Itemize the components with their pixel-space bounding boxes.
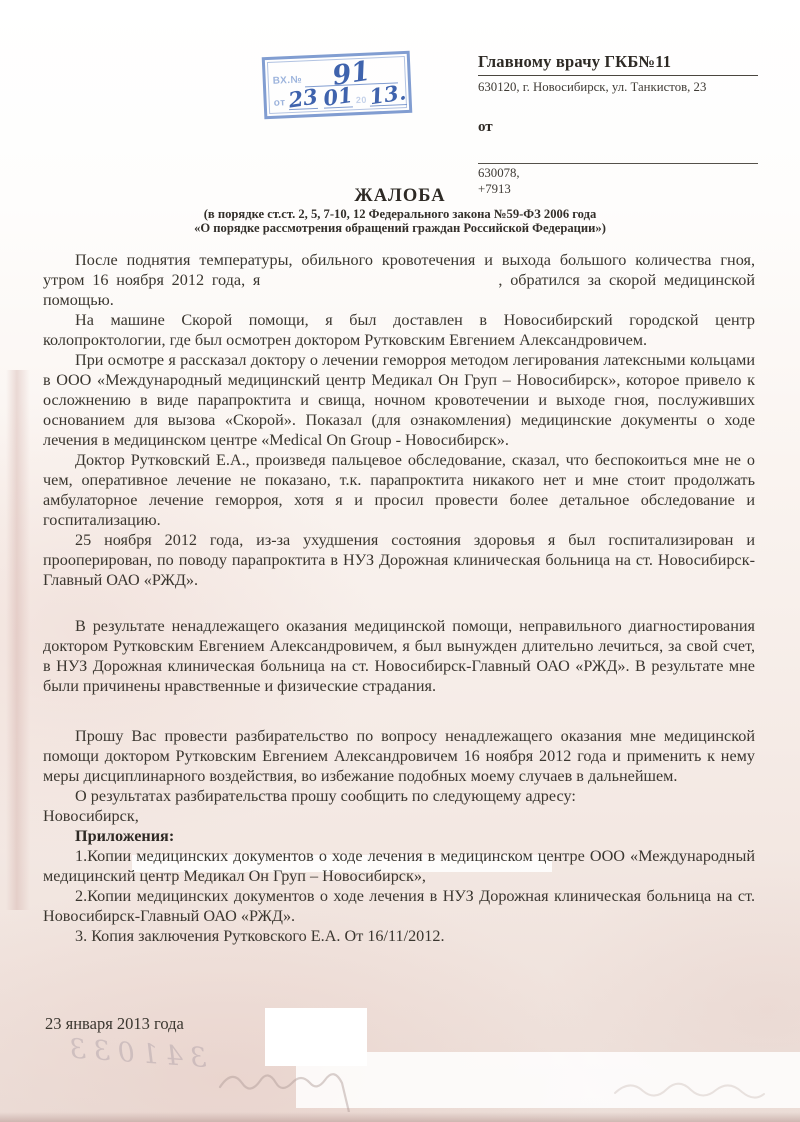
bleedthrough-handwriting: 341033 — [61, 1032, 208, 1075]
body-paragraph-4: Доктор Рутковский Е.А., произведя пальцевое обследование, сказал, что беспокоиться мне не о чем, оперативное лечение не показано, т.к. парапроктита никакого нет и мне стоит продолжать амбулаторное лечение геморроя, хотя я и просил провести более детальное обследование и госпитализацию. — [43, 451, 755, 529]
body-paragraph-7: Прошу Вас провести разбирательство по вопросу ненадлежащего оказания мне медицинской помощи доктором Рутковским Евгением Александровичем 16 ноября 2012 года и применить к нему меры дисциплинарного воздействия, во избежание подобных моему случаев в дальнейшем. — [43, 727, 755, 785]
letter-body — [43, 250, 755, 946]
paragraph-8-line1: О результатах разбирательства прошу сообщить по следующему адресу: — [75, 787, 576, 805]
paper-crease — [6, 370, 30, 910]
stamp-year-prefix: 20 — [355, 94, 368, 106]
title-subtitle-line2: «О порядке рассмотрения обращений граждан Российской Федерации») — [194, 221, 606, 235]
document-title-block — [0, 186, 800, 235]
body-paragraph-3: При осмотре я рассказал доктору о лечении геморроя методом легирования латексными кольцами в ООО «Международный медицинский центр Медикал Он Груп – Новосибирск», которое привело к осложнению в виде парапроктита и свища, ночном кровотечении и выходе гноя, послуживших основанием для вызова «Скорой». Показал (для ознакомления) медицинские документы о ходе лечения в медицинском центре «Medical On Group - Новосибирск». — [43, 351, 755, 449]
sender-name-line — [478, 163, 758, 164]
paragraph-1-before-gap: После поднятия температуры, обильного кровотечения и выхода большого количества гноя, утром 16 ноября 2012 года, я — [43, 251, 755, 289]
stamp-from-label: от — [273, 97, 286, 109]
stamp-date-year: 13. — [367, 79, 408, 110]
paragraph-8-line2: Новосибирск, — [43, 807, 139, 825]
bleedthrough-scribble-right — [610, 1065, 780, 1115]
title-subtitle-line1: (в порядке ст.ст. 2, 5, 7-10, 12 Федерального закона №59-ФЗ 2006 года — [203, 207, 597, 221]
document-title: ЖАЛОБА — [354, 186, 446, 206]
blank-line — [43, 590, 755, 616]
sender-zip: 630078, — [478, 166, 520, 180]
stamp-date-day: 23 — [286, 83, 320, 113]
date-line: 23 января 2013 года — [45, 1014, 184, 1033]
body-paragraph-8 — [43, 786, 755, 826]
addressee-block — [478, 52, 758, 196]
sender-phone: +7913 — [478, 182, 511, 196]
incoming-registration-stamp — [262, 51, 413, 119]
attachment-item-1: 1.Копии медицинских документов о ходе лечения в медицинском центре ООО «Международный медицинский центр Медикал Он Груп – Новосибирск», — [43, 847, 755, 885]
recipient-line: Главному врачу ГКБ№11 — [478, 52, 758, 76]
paragraph-1-after-gap: , обратился за скорой медицинской помощью. — [43, 271, 755, 309]
body-paragraph-6: В результате ненадлежащего оказания медицинской помощи, неправильного диагностирования доктором Рутковским Евгением Александровичем, я был вынужден длительно лечиться, за свой счет, в НУЗ Дорожная клиническая больница на ст. Новосибирск-Главный ОАО «РЖД». В результате мне были причинены нравственные и физические страдания. — [43, 617, 755, 695]
stamp-date-month: 01 — [321, 81, 355, 111]
attachment-item-3: 3. Копия заключения Рутковского Е.А. От 16/11/2012. — [75, 927, 445, 945]
blank-line — [43, 696, 755, 726]
body-paragraph-1 — [43, 250, 755, 310]
stamp-reg-label: ВХ.№ — [272, 74, 303, 87]
attachments-heading: Приложения: — [75, 827, 175, 845]
stamp-reg-number: 91 — [330, 55, 373, 92]
body-paragraph-5: 25 ноября 2012 года, из-за ухудшения состояния здоровья я был госпитализирован и прооперирован, по поводу парапроктита в НУЗ Дорожная клиническая больница на ст. Новосибирск-Главный ОАО «РЖД». — [43, 531, 755, 589]
bleedthrough-scribble — [215, 1052, 425, 1112]
attachment-item-2: 2.Копии медицинских документов о ходе лечения в НУЗ Дорожная клиническая больница на ст. Новосибирск-Главный ОАО «РЖД». — [43, 887, 755, 925]
stamp-inner-frame — [267, 56, 407, 114]
from-label: от — [478, 119, 493, 135]
recipient-address: 630120, г. Новосибирск, ул. Танкистов, 23 — [478, 80, 707, 94]
body-paragraph-2: На машине Скорой помощи, я был доставлен в Новосибирский городской центр колопроктологии, где был осмотрен доктором Рутковским Евгением Александровичем. — [43, 311, 755, 349]
